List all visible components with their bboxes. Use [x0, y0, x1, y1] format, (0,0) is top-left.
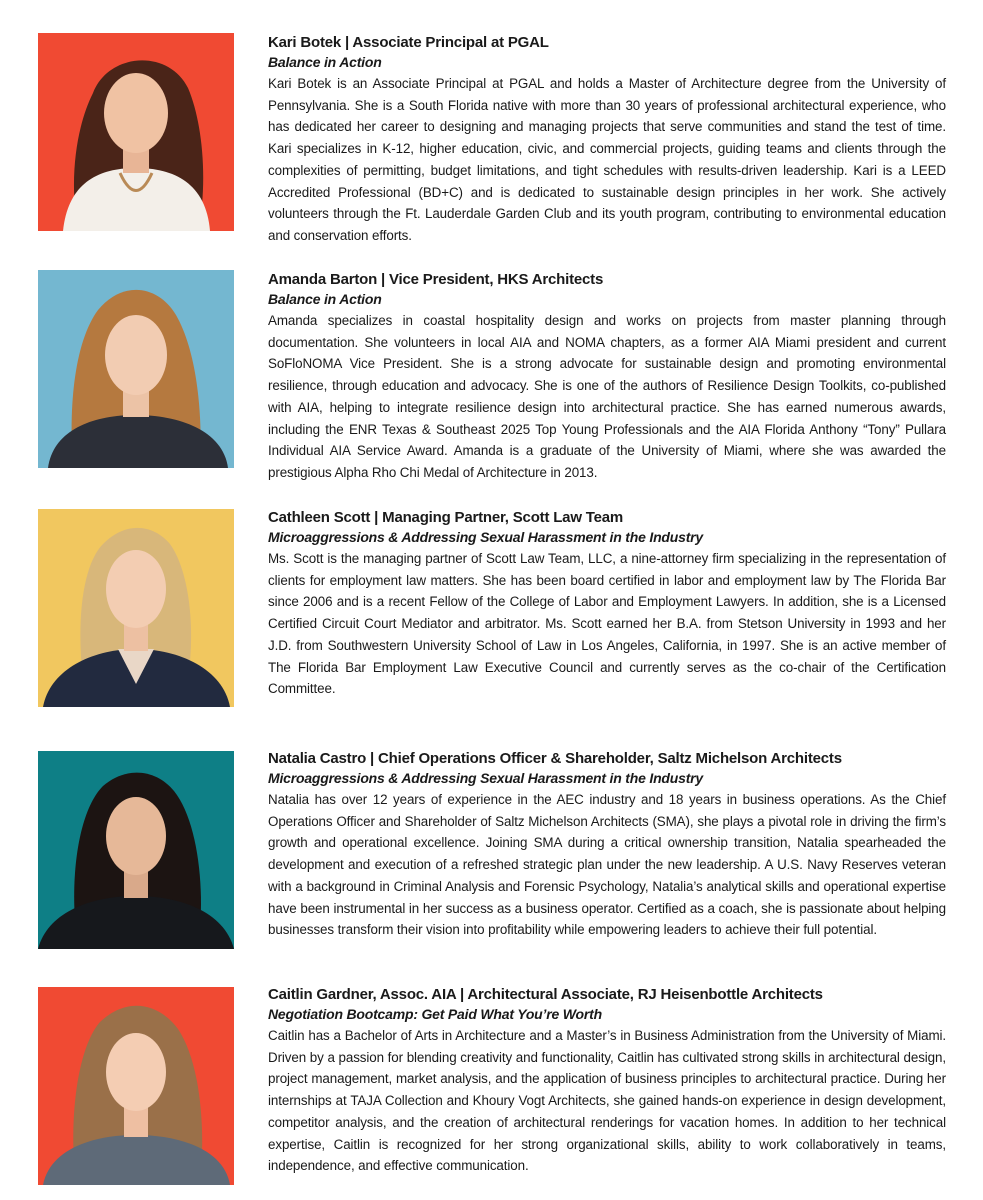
face	[106, 797, 166, 875]
session-title: Microaggressions & Addressing Sexual Harassment in the Industry	[268, 770, 704, 786]
session-title: Balance in Action	[268, 291, 382, 307]
speaker-bio: Amanda specializes in coastal hospitality design and works on projects from master planning through documentation. She volunteers in local AIA and NOMA chapters, as a former AIA Miami president and current SoFloNOMA Vice President. She is a strong advocate for sustainable design and promoting environmental resilience, through education and advocacy. She is one of the authors of Resilience Design Toolkits, co-published with AIA, helping to integrate resilience design into architectural practice. She has earned numerous awards, including the ENR Texas & Southeast 2025 Top Young Professionals and the AIA Florida Anthony “Tony” Pullara Individual AIA Service Award. Amanda is a graduate of the University of Miami, where she was awarded the prestigious Alpha Rho Chi Medal of Architecture in 2013.	[268, 313, 946, 480]
speaker-bio: Natalia has over 12 years of experience in the AEC industry and 18 years in business operations. As the Chief Operations Officer and Shareholder of Saltz Michelson Architects (SMA), she plays a pivotal role in driving the firm’s growth and operational excellence. Joining SMA during a critical ownership transition, Natalia spearheaded the development and execution of a refreshed strategic plan under the new leadership. A U.S. Navy Reserves veteran with a background in Criminal Analysis and Forensic Psychology, Natalia’s analytical skills and operational expertise have been instrumental in her success as a business operator. Certified as a coach, she is passionate about helping businesses transform their vision into profitability while empowering leaders to achieve their full potential.	[268, 792, 946, 938]
speaker-photo	[38, 987, 234, 1185]
speaker-name: Kari Botek | Associate Principal at PGAL	[268, 34, 549, 51]
speaker-name: Cathleen Scott | Managing Partner, Scott Law Team	[268, 509, 624, 526]
face	[106, 1033, 166, 1111]
session-title: Balance in Action	[268, 54, 382, 70]
speaker-name: Natalia Castro | Chief Operations Officer & Shareholder, Saltz Michelson Architects	[268, 750, 842, 767]
speaker-bio: Ms. Scott is the managing partner of Scott Law Team, LLC, a nine-attorney firm specializing in the representation of clients for employment law matters. She has been board certified in labor and employment law by The Florida Bar since 2006 and is a recent Fellow of the College of Labor and Employment Lawyers. In addition, she is a Licensed Certified Circuit Court Mediator and arbitrator. Ms. Scott earned her B.A. from Stetson University in 1993 and her J.D. from Southwestern University School of Law in Los Angeles, California, in 1997. She is an active member of The Florida Bar Employment Law Executive Council and currently serves as the co-chair of the Certification Committee.	[268, 551, 946, 697]
face	[104, 73, 168, 153]
session-title: Microaggressions & Addressing Sexual Harassment in the Industry	[268, 529, 704, 545]
face	[105, 315, 167, 395]
speaker-photo	[38, 33, 234, 231]
session-title: Negotiation Bootcamp: Get Paid What You’re Worth	[268, 1006, 602, 1022]
speaker-photo	[38, 270, 234, 468]
speaker-name: Caitlin Gardner, Assoc. AIA | Architectural Associate, RJ Heisenbottle Architects	[268, 986, 823, 1003]
speaker-photo	[38, 509, 234, 707]
speaker-photo	[38, 751, 234, 949]
speaker-bio: Caitlin has a Bachelor of Arts in Architecture and a Master’s in Business Administration from the University of Miami. Driven by a passion for blending creativity and functionality, Caitlin has cultivated strong skills in architectural design, project management, market analysis, and the application of business principles to architectural practice. During her internships at TAJA Collection and Khoury Vogt Architects, she gained hands-on experience in design development, competitor analysis, and the creation of architectural renderings for vacation homes. In addition to her technical expertise, Caitlin is recognized for her strong organizational skills, ability to work collaboratively in teams, independence, and effective communication.	[268, 1028, 946, 1174]
face	[106, 550, 166, 628]
speaker-bio: Kari Botek is an Associate Principal at PGAL and holds a Master of Architecture degree from the University of Pennsylvania. She is a South Florida native with more than 30 years of professional architectural experience, who has dedicated her career to designing and managing projects that serve communities and stand the test of time. Kari specializes in K-12, higher education, civic, and commercial projects, guiding teams and clients through the complexities of permitting, budget limitations, and tight schedules with results-driven leadership. Kari is a LEED Accredited Professional (BD+C) and is dedicated to sustainable design principles in her work. She actively volunteers through the Ft. Lauderdale Garden Club and its youth program, contributing to environmental education and conservation efforts.	[268, 76, 946, 243]
speaker-name: Amanda Barton | Vice President, HKS Architects	[268, 271, 604, 288]
